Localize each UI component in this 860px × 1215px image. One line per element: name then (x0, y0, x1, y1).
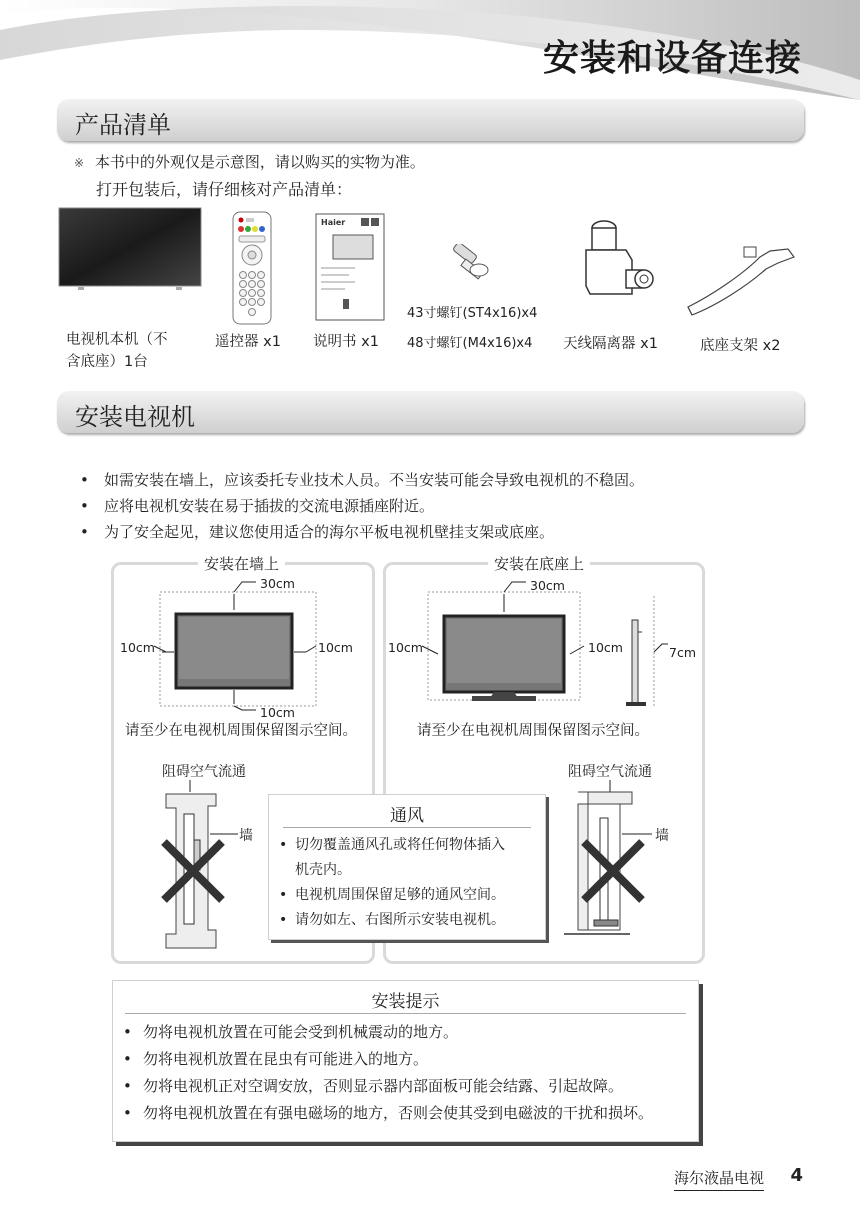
wall-panel-title: 安装在墙上 (198, 553, 285, 574)
list-item: 机壳内。 (295, 862, 351, 878)
list-item: • 勿将电视机放置在昆虫有可能进入的地方。 (123, 1050, 429, 1068)
installation-tips-box (112, 980, 699, 1142)
list-item: • 勿将电视机放置在可能会受到机械震动的地方。 (123, 1023, 459, 1041)
manual-brand: Haier (321, 218, 346, 227)
wall-left-gap: 10cm (120, 640, 155, 655)
list-item: • 如需安装在墙上，应该委托专业技术人员。不当安装可能会导致电视机的不稳固。 (80, 471, 645, 489)
list-item: • 勿将电视机放置在有强电磁场的地方，否则会使其受到电磁波的干扰和损坏。 (123, 1104, 654, 1122)
wall-bottom-gap: 10cm (260, 705, 295, 720)
check-instruction: 打开包装后，请仔细核对产品清单： (96, 180, 353, 199)
ventilation-list (279, 833, 505, 933)
stand-left-gap: 10cm (388, 640, 423, 655)
page-number: 4 (790, 1165, 803, 1186)
note-mark: ※ (74, 156, 85, 170)
section-title: 产品清单 (75, 111, 171, 139)
ventilation-box (268, 794, 546, 940)
wall-right-gap: 10cm (318, 640, 353, 655)
stand-bad-install-diagram (560, 780, 670, 940)
list-item: • 请勿如左、右图所示安装电视机。 (279, 912, 505, 928)
note-line (74, 151, 425, 172)
stand-panel-title: 安装在底座上 (488, 553, 590, 574)
stand-wall-label: 墙 (655, 828, 669, 844)
tv-image (58, 207, 202, 291)
note-text: 本书中的外观仅是示意图，请以购买的实物为准。 (94, 153, 425, 171)
tips-list (123, 1019, 653, 1127)
tips-title: 安装提示 (371, 992, 440, 1012)
isolator-image (582, 216, 658, 306)
stand-caption: 请至少在电视机周围保留图示空间。 (417, 723, 649, 739)
caption-screw-48: 48寸螺钉(M4x16)x4 (407, 336, 533, 351)
wall-airflow-label: 阻碍空气流通 (162, 764, 246, 780)
wall-top-gap: 30cm (260, 576, 295, 591)
ventilation-title: 通风 (390, 806, 424, 826)
stand-side-gap: 7cm (669, 645, 697, 660)
manual-image (315, 213, 385, 321)
list-item: • 电视机周围保留足够的通风空间。 (279, 887, 505, 903)
wall-caption: 请至少在电视机周围保留图示空间。 (125, 723, 357, 739)
wall-label: 墙 (239, 828, 253, 844)
footer-brand: 海尔液晶电视 (674, 1167, 764, 1191)
stand-top-gap: 30cm (530, 578, 565, 593)
list-item: • 勿将电视机正对空调安放，否则显示器内部面板可能会结露、引起故障。 (123, 1077, 624, 1095)
stand-right-gap: 10cm (588, 640, 623, 655)
list-item: • 为了安全起见，建议您使用适合的海尔平板电视机壁挂支架或底座。 (80, 523, 555, 541)
wall-bad-install-diagram (150, 780, 250, 952)
page-title: 安装和设备连接 (542, 38, 802, 79)
stand-airflow-label: 阻碍空气流通 (568, 764, 652, 780)
remote-image (232, 211, 272, 325)
section-bar-install (57, 391, 804, 433)
caption-tv: 电视机本机（不 含底座）1台 (66, 332, 168, 370)
screw-image (448, 244, 494, 286)
stand-image (682, 243, 800, 317)
caption-screw-43: 43寸螺钉(ST4x16)x4 (407, 306, 538, 321)
caption-isolator: 天线隔离器 x1 (563, 336, 658, 352)
stand-clearance-diagram (386, 572, 696, 712)
caption-manual: 说明书 x1 (313, 334, 379, 350)
caption-stand: 底座支架 x2 (700, 338, 781, 354)
caption-remote: 遥控器 x1 (215, 334, 281, 350)
install-bullet-list (80, 467, 644, 545)
list-item: • 应将电视机安装在易于插拔的交流电源插座附近。 (80, 497, 435, 515)
section-title: 安装电视机 (75, 403, 195, 431)
list-item: • 切勿覆盖通风孔或将任何物体插入 (279, 837, 505, 853)
section-bar-product-list (57, 99, 804, 141)
